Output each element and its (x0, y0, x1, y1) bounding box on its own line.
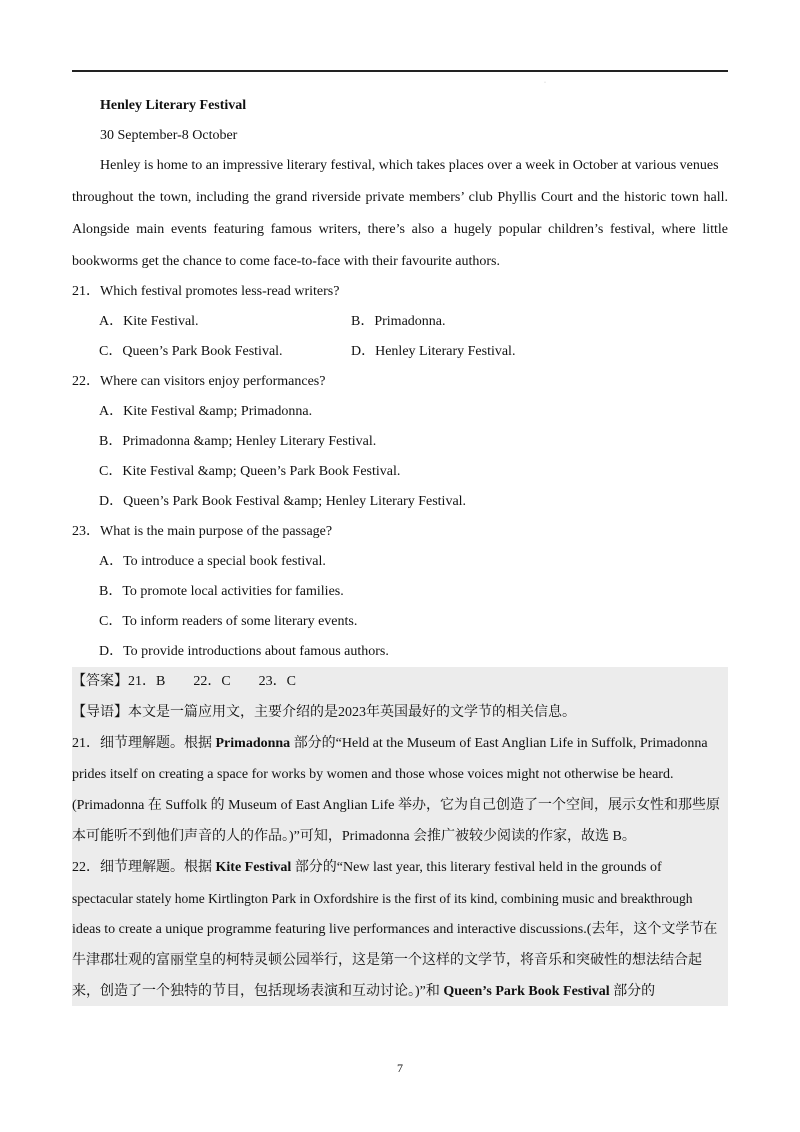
q23-option-d: D．To provide introductions about famous authors. (99, 644, 389, 659)
q23-option-c: C．To inform readers of some literary events. (99, 614, 358, 629)
guide-line (72, 703, 728, 723)
q21-option-a: A．Kite Festival. (99, 314, 199, 329)
answer-line (72, 672, 728, 692)
q21-option-c: C．Queen’s Park Book Festival. (99, 344, 283, 359)
analysis-21-line: 本可能听不到他们声音的人的作品。)”可知，Primadonna 会推广被较少阅读的作家，故选 B。 (72, 829, 636, 844)
header-rule (72, 70, 728, 72)
festival-paragraph-line: throughout the town, including the grand riverside private members’ club Phyllis Court and the historic town hall. (72, 190, 728, 205)
analysis-22-line: ideas to create a unique programme featuring live performances and interactive discussions.(去年，这个文学节在 (72, 922, 718, 937)
guide-text: 本文是一篇应用文，主要介绍的是2023年英国最好的文学节的相关信息。 (128, 705, 576, 720)
analysis-22-line: spectacular stately home Kirtlington Park in Oxfordshire is the first of its kind, combining music and breakthrough (72, 891, 693, 906)
header-mark: · (544, 80, 546, 86)
analysis-bold-term: Primadonna (215, 736, 291, 751)
answer-label: 【答案】 (72, 674, 128, 689)
q22-option-a: A．Kite Festival &amp; Primadonna. (99, 404, 313, 419)
analysis-text: 部分的“New last year, this literary festival held in the grounds of (291, 860, 662, 875)
festival-dates: 30 September-8 October (100, 128, 238, 143)
q21-option-d: D．Henley Literary Festival. (351, 344, 516, 359)
festival-paragraph-line: Henley is home to an impressive literary festival, which takes places over a week in October at various venues (100, 158, 719, 173)
q21-option-b: B．Primadonna. (351, 314, 446, 329)
q22-option-b: B．Primadonna &amp; Henley Literary Festival. (99, 434, 377, 449)
page-number: 7 (397, 1061, 403, 1075)
q23-option-b: B．To promote local activities for families. (99, 584, 344, 599)
festival-paragraph-line: bookworms get the chance to come face-to-face with their favourite authors. (72, 254, 500, 269)
analysis-22-line: 牛津郡壮观的富丽堂皇的柯特灵顿公园举行，这是第一个这样的文学节，将音乐和突破性的想法结合起 (72, 953, 702, 968)
analysis-text: 21．细节理解题。根据 (72, 736, 216, 751)
analysis-text: 部分的 (609, 984, 656, 999)
q22-option-d: D．Queen’s Park Book Festival &amp; Henley Literary Festival. (99, 494, 467, 509)
question-22-stem: 22．Where can visitors enjoy performances? (72, 374, 326, 389)
analysis-21-line: prides itself on creating a space for works by women and those whose voices might not otherwise be heard. (72, 767, 674, 782)
analysis-bold-term: Queen’s Park Book Festival (443, 984, 610, 999)
analysis-text: 部分的“Held at the Museum of East Anglian Life in Suffolk, Primadonna (290, 736, 708, 751)
analysis-22-line (72, 858, 728, 878)
analysis-text: 22．细节理解题。根据 (72, 860, 216, 875)
festival-paragraph-line: Alongside main events featuring famous writers, there’s also a hugely popular children’s festival, where little (72, 222, 728, 237)
q22-option-c: C．Kite Festival &amp; Queen’s Park Book Festival. (99, 464, 401, 479)
analysis-21-line: (Primadonna 在 Suffolk 的 Museum of East Anglian Life 举办，它为自己创造了一个空间，展示女性和那些原 (72, 798, 720, 813)
festival-title: Henley Literary Festival (100, 98, 247, 113)
analysis-text: 来，创造了一个独特的节目，包括现场表演和互动讨论。)”和 (72, 984, 444, 999)
analysis-bold-term: Kite Festival (215, 860, 292, 875)
question-23-stem: 23．What is the main purpose of the passage? (72, 524, 333, 539)
answer-text: 21．B 22．C 23．C (128, 674, 297, 689)
analysis-21-line (72, 734, 728, 754)
guide-label: 【导语】 (72, 705, 128, 720)
question-21-stem: 21．Which festival promotes less-read writers? (72, 284, 340, 299)
analysis-22-line (72, 982, 728, 1002)
q23-option-a: A．To introduce a special book festival. (99, 554, 326, 569)
